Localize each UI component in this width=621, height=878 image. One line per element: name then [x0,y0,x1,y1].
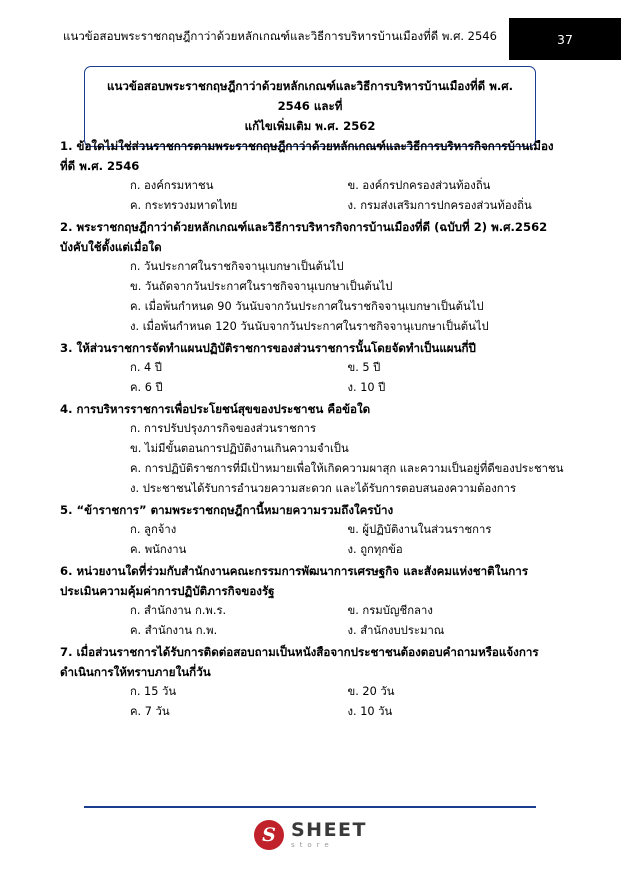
question-1-stem-b: ส่วนราชการตามพระราชกฤษฎีกาว่าด้วยหลักเกณฑ์และวิธีการบริหารกิจการบ้านเมือง [131,139,554,153]
choice-b[interactable]: ข. ผู้ปฏิบัติงานในส่วนราชการ [347,523,492,536]
choice-d[interactable]: ง. ประชาชนได้รับการอำนวยความสะดวก และได้รับการตอบสนองความต้องการ [130,482,517,495]
choice-a[interactable]: ก. สำนักงาน ก.พ.ร. [130,604,227,617]
choice-d[interactable]: ง. 10 ปี [347,381,386,394]
question-4-number: 4. [60,402,73,416]
choice-c[interactable]: ค. 7 วัน [130,705,170,718]
logo-sub-text: store [290,841,334,849]
question-4-text [60,399,565,419]
question-5-number: 5. [60,503,73,517]
choice-c[interactable]: ค. พนักงาน [130,543,187,556]
running-header-title: แนวข้อสอบพระราชกฤษฎีกาว่าด้วยหลักเกณฑ์และวิธีการบริหารบ้านเมืองที่ดี พ.ศ. 2546 [63,29,497,43]
document-title-line-2: แก้ไขเพิ่มเติม พ.ศ. 2562 [244,119,376,133]
choice-a[interactable]: ก. ลูกจ้าง [130,523,177,536]
question-1-number: 1. [60,139,73,153]
question-2-choices [60,257,565,337]
choice-d[interactable]: ง. 10 วัน [347,705,393,718]
choice-d[interactable]: ง. กรมส่งเสริมการปกครองส่วนท้องถิ่น [347,199,532,212]
question-7-choices [60,682,565,722]
document-title-box [84,66,536,147]
choice-a[interactable]: ก. วันประกาศในราชกิจจานุเบกษาเป็นต้นไป [130,260,344,273]
question-3-choices [60,358,565,398]
question-7-text-line-2: ดำเนินการให้ทราบภายในกี่วัน [60,665,211,679]
question-2 [60,217,565,337]
question-7 [60,642,565,722]
question-6-number: 6. [60,564,73,578]
choice-d[interactable]: ง. เมื่อพ้นกำหนด 120 วันนับจากวันประกาศในราชกิจจานุเบกษาเป็นต้นไป [130,320,489,333]
choice-b[interactable]: ข. องค์กรปกครองส่วนท้องถิ่น [347,179,491,192]
questions-list [60,136,565,723]
question-1-choices [60,176,565,216]
question-1 [60,136,565,216]
question-7-text [60,642,565,662]
question-6 [60,561,565,641]
choice-b[interactable]: ข. วันถัดจากวันประกาศในราชกิจจานุเบกษาเป็นต้นไป [130,280,393,293]
choice-b[interactable]: ข. 5 ปี [347,361,381,374]
choice-a[interactable]: ก. 15 วัน [130,685,177,698]
choice-a[interactable]: ก. 4 ปี [130,361,162,374]
question-7-number: 7. [60,645,73,659]
question-3-number: 3. [60,341,73,355]
question-2-number: 2. [60,220,73,234]
choice-a[interactable]: ก. องค์กรมหาชน [130,179,214,192]
question-6-text-line-2: ประเมินความคุ้มค่าการปฏิบัติภารกิจของรัฐ [60,584,275,598]
choice-b[interactable]: ข. 20 วัน [347,685,395,698]
page-header [0,18,621,60]
logo-wordmark [291,821,367,849]
page-number: 37 [557,31,573,47]
question-2-text-line-2: บังคับใช้ตั้งแต่เมื่อใด [60,240,162,254]
choice-b[interactable]: ข. กรมบัญชีกลาง [347,604,433,617]
question-1-text [60,136,565,156]
choice-c[interactable]: ค. สำนักงาน ก.พ. [130,624,218,637]
choice-d[interactable]: ง. สำนักงบประมาณ [347,624,445,637]
question-5 [60,500,565,560]
question-6-text [60,561,565,581]
question-4-choices [60,419,565,499]
question-4-stem: การบริหารราชการเพื่อประโยชน์สุขของประชาชน คือข้อใด [76,402,371,416]
question-3-stem: ให้ส่วนราชการจัดทำแผนปฏิบัติราชการของส่วนราชการนั้นโดยจัดทำเป็นแผนกี่ปี [76,341,476,355]
sheet-store-logo-icon [254,820,284,850]
question-2-stem: พระราชกฤษฎีกาว่าด้วยหลักเกณฑ์และวิธีการบริหารกิจการบ้านเมืองที่ดี (ฉบับที่ 2) พ.ศ.2562 [76,220,548,234]
choice-c[interactable]: ค. การปฏิบัติราชการที่มีเป้าหมายเพื่อให้เกิดความผาสุก และความเป็นอยู่ที่ดีของประชาชน [130,462,564,475]
question-4 [60,399,565,499]
document-title-line-1: แนวข้อสอบพระราชกฤษฎีกาว่าด้วยหลักเกณฑ์และวิธีการบริหารบ้านเมืองที่ดี พ.ศ. 2546 และที่ [106,79,514,113]
choice-c[interactable]: ค. เมื่อพ้นกำหนด 90 วันนับจากวันประกาศในราชกิจจานุเบกษาเป็นต้นไป [130,300,484,313]
question-5-text [60,500,565,520]
question-1-text-line-2: ที่ดี พ.ศ. 2546 [60,159,140,173]
choice-a[interactable]: ก. การปรับปรุงภารกิจของส่วนราชการ [130,422,317,435]
question-5-choices [60,520,565,560]
question-7-stem: เมื่อส่วนราชการได้รับการติดต่อสอบถามเป็นหนังสือจากประชาชนต้องตอบคำถามหรือแจ้งการ [76,645,539,659]
question-2-text [60,217,565,237]
choice-c[interactable]: ค. 6 ปี [130,381,163,394]
question-3-text [60,338,565,358]
page-number-badge [509,18,621,60]
logo-main-text: SHEET [290,819,367,841]
choice-b[interactable]: ข. ไม่มีขั้นตอนการปฏิบัติงานเกินความจำเป็น [130,442,349,455]
choice-d[interactable]: ง. ถูกทุกข้อ [347,543,403,556]
footer-logo [0,820,621,850]
question-3 [60,338,565,398]
footer-divider [84,806,536,808]
question-1-stem-a: ข้อใดไม่ใช่ [76,139,132,153]
logo-letter: S [262,823,276,846]
question-6-choices [60,601,565,641]
question-5-stem: “ข้าราชการ” ตามพระราชกฤษฎีกานี้หมายความรวมถึงใครบ้าง [76,503,394,517]
choice-c[interactable]: ค. กระทรวงมหาดไทย [130,199,238,212]
question-6-stem: หน่วยงานใดที่ร่วมกับสำนักงานคณะกรรมการพัฒนาการเศรษฐกิจ และสังคมแห่งชาติในการ [76,564,529,578]
